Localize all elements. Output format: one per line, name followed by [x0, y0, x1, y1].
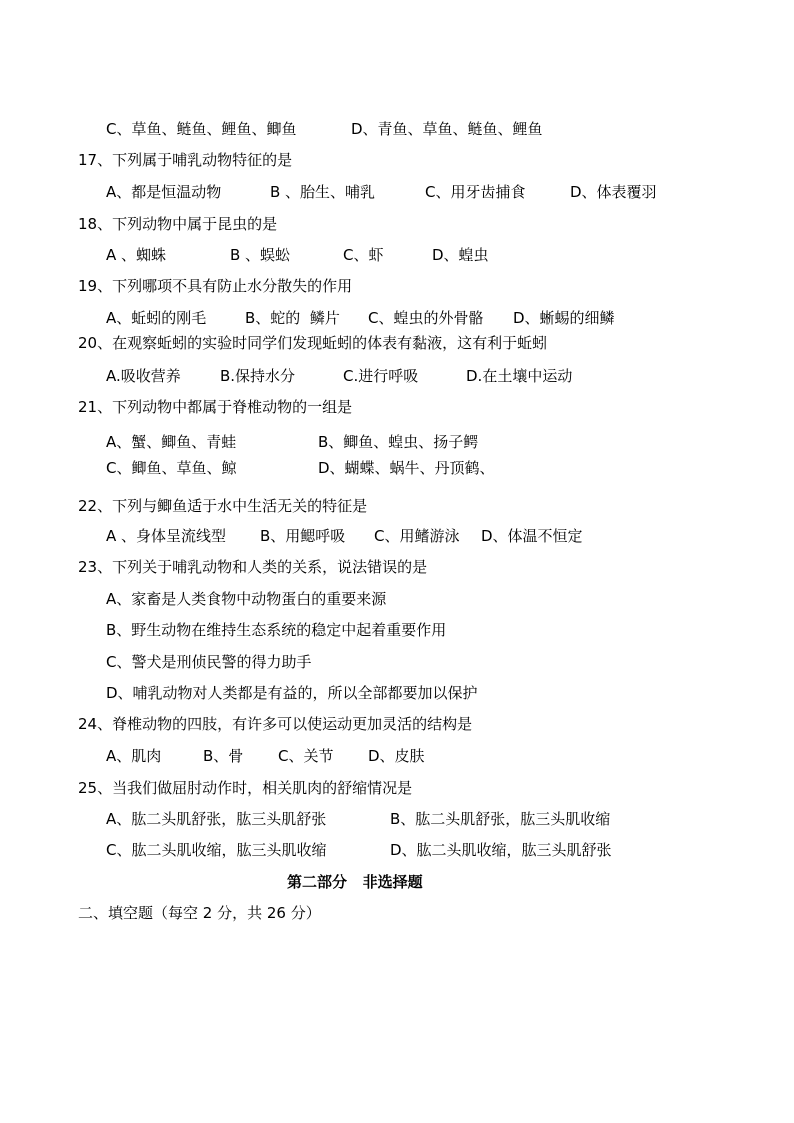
q25-option-d: D、肱二头肌收缩，肱三头肌舒张 — [390, 841, 612, 859]
q25-option-c: C、肱二头肌收缩，肱三头肌收缩 — [106, 841, 327, 859]
q24-stem: 24、脊椎动物的四肢，有许多可以使运动更加灵活的结构是 — [78, 715, 473, 733]
q22-option-c: C、用鳍游泳 — [374, 527, 460, 545]
q21-option-c: C、鲫鱼、草鱼、鲸 — [106, 459, 237, 477]
section-heading-fill-in: 二、填空题（每空 2 分，共 26 分） — [78, 904, 321, 922]
q24-option-d: D、皮肤 — [368, 747, 425, 765]
q17-stem: 17、下列属于哺乳动物特征的是 — [78, 151, 293, 169]
q23-option-b: B、野生动物在维持生态系统的稳定中起着重要作用 — [106, 621, 447, 639]
q17-option-a: A、都是恒温动物 — [106, 183, 222, 201]
q22-option-b: B、用鳃呼吸 — [260, 527, 346, 545]
q25-option-b: B、肱二头肌舒张，肱三头肌收缩 — [390, 810, 611, 828]
q24-option-b: B、骨 — [203, 747, 244, 765]
q21-option-b: B、鲫鱼、蝗虫、扬子鳄 — [318, 433, 479, 451]
q23-option-c: C、警犬是刑侦民警的得力助手 — [106, 653, 312, 671]
q19-option-a: A、蚯蚓的刚毛 — [106, 309, 207, 327]
q20-option-d: D.在土壤中运动 — [466, 367, 573, 385]
q20-option-a: A.吸收营养 — [106, 367, 181, 385]
q17-option-b: B 、胎生、哺乳 — [270, 183, 376, 201]
q16-option-c: C、草鱼、鲢鱼、鲤鱼、鲫鱼 — [106, 120, 297, 138]
q24-option-a: A、肌肉 — [106, 747, 162, 765]
q21-option-d: D、蝴蝶、蜗牛、丹顶鹤、 — [318, 459, 495, 477]
q18-option-d: D、蝗虫 — [432, 246, 489, 264]
q19-option-b: B、蛇的 鳞片 — [245, 309, 340, 327]
part2-title: 第二部分 非选择题 — [287, 873, 423, 891]
q18-option-c: C、虾 — [343, 246, 384, 264]
q19-stem: 19、下列哪项不具有防止水分散失的作用 — [78, 277, 353, 295]
q25-stem: 25、当我们做屈肘动作时，相关肌肉的舒缩情况是 — [78, 779, 413, 797]
q22-option-a: A 、身体呈流线型 — [106, 527, 227, 545]
q22-option-d: D、体温不恒定 — [481, 527, 583, 545]
q20-option-c: C.进行呼吸 — [343, 367, 419, 385]
q17-option-d: D、体表覆羽 — [570, 183, 657, 201]
q23-option-a: A、家畜是人类食物中动物蛋白的重要来源 — [106, 590, 387, 608]
q18-option-a: A 、蜘蛛 — [106, 246, 167, 264]
q24-option-c: C、关节 — [278, 747, 334, 765]
q21-stem: 21、下列动物中都属于脊椎动物的一组是 — [78, 398, 353, 416]
q18-option-b: B 、蜈蚣 — [230, 246, 291, 264]
q23-stem: 23、下列关于哺乳动物和人类的关系，说法错误的是 — [78, 558, 428, 576]
q23-option-d: D、哺乳动物对人类都是有益的，所以全部都要加以保护 — [106, 684, 478, 702]
q21-option-a: A、蟹、鲫鱼、青蛙 — [106, 433, 237, 451]
q17-option-c: C、用牙齿捕食 — [425, 183, 526, 201]
q25-option-a: A、肱二头肌舒张，肱三头肌舒张 — [106, 810, 327, 828]
q20-option-b: B.保持水分 — [220, 367, 296, 385]
q19-option-c: C、蝗虫的外骨骼 — [368, 309, 484, 327]
q16-option-d: D、青鱼、草鱼、鲢鱼、鲤鱼 — [351, 120, 543, 138]
q18-stem: 18、下列动物中属于昆虫的是 — [78, 215, 278, 233]
q20-stem: 20、在观察蚯蚓的实验时同学们发现蚯蚓的体表有黏液，这有利于蚯蚓 — [78, 334, 548, 352]
q22-stem: 22、下列与鲫鱼适于水中生活无关的特征是 — [78, 497, 368, 515]
q19-option-d: D、蜥蜴的细鳞 — [513, 309, 615, 327]
